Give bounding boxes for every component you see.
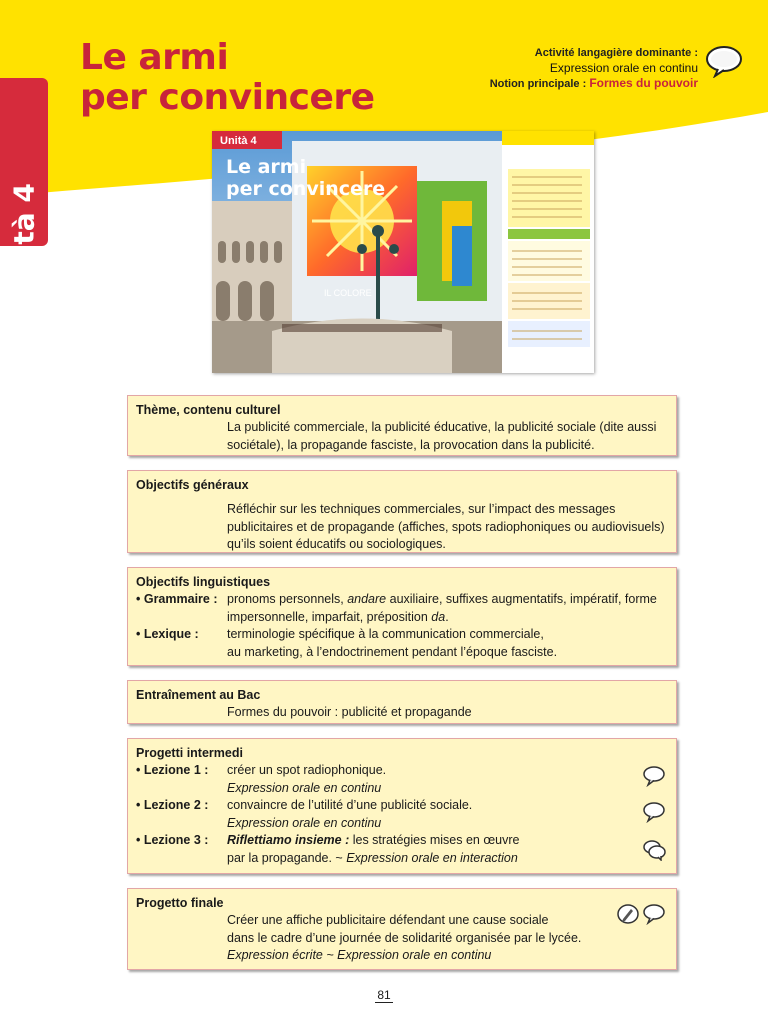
title-line-2: per convincere	[80, 77, 375, 118]
progetti-title: Progetti intermedi	[136, 746, 243, 760]
page-title	[80, 38, 375, 118]
speech-bubble-icon	[642, 903, 666, 925]
finale-box	[127, 888, 677, 970]
poster-text: IL COLORE	[324, 288, 372, 298]
objectifs-linguistiques-box	[127, 567, 677, 666]
finale-title: Progetto finale	[136, 896, 224, 910]
speech-bubble-icon	[642, 801, 666, 823]
activity-block	[490, 46, 698, 92]
objectifs-generaux-title: Objectifs généraux	[136, 478, 249, 492]
notion-label: Notion principale :	[489, 78, 587, 90]
bac-title: Entraînement au Bac	[136, 688, 261, 702]
grammaire-row	[136, 591, 668, 626]
list-item: • Lezione 2 : convaincre de l’utilité d’une publicité sociale. Expression orale en continu	[136, 798, 473, 830]
lexique-row	[136, 626, 668, 661]
bac-box	[127, 680, 677, 724]
grammaire-text: pronoms personnels, andare auxiliaire, suffixes augmentatifs, impératif, forme impersonnelle, imparfait, préposition da.	[227, 592, 657, 624]
lexique-text: terminologie spécifique à la communication commerciale, au marketing, à l’endoctrinement pendant l’époque fasciste.	[227, 627, 558, 659]
objectifs-generaux-box	[127, 470, 677, 553]
pencil-icon	[616, 903, 640, 925]
list-item: • Lezione 1 : créer un spot radiophonique. Expression orale en continu	[136, 763, 387, 795]
finale-mode: Expression écrite ~ Expression orale en continu	[227, 948, 492, 962]
themes-title: Thème, contenu culturel	[136, 403, 281, 417]
objectifs-generaux-text: Réfléchir sur les techniques commerciales, sur l’impact des messages publicitaires et de propagande (affiches, spots radiophoniques ou audiovisuels) qu’ils soient éducatifs ou sociologiques.	[227, 502, 665, 551]
title-line-1: Le armi	[80, 37, 229, 78]
unit-tab-label: Unità 4	[7, 183, 41, 297]
themes-text: La publicité commerciale, la publicité éducative, la publicité sociale (dite aussi sociétale), la propagande fasciste, la provocation dans la publicité.	[227, 420, 657, 452]
notion-value: Formes du pouvoir	[589, 76, 698, 90]
list-item: • Lezione 3 : Riflettiamo insieme : les stratégies mises en œuvre par la propagande. ~ Expression orale en interaction	[136, 833, 520, 865]
page-number: 81	[377, 988, 391, 1002]
grammaire-label: • Grammaire :	[136, 592, 218, 606]
objectifs-linguistiques-title: Objectifs linguistiques	[136, 575, 271, 589]
dialogue-bubbles-icon	[642, 839, 666, 861]
activity-label: Activité langagière dominante :	[534, 47, 698, 59]
themes-box	[127, 395, 677, 456]
finale-line-1: Créer une affiche publicitaire défendant une cause sociale	[227, 913, 549, 927]
bac-text: Formes du pouvoir : publicité et propagande	[227, 705, 472, 719]
thumbnail-title-1: Le armi	[226, 156, 307, 178]
thumbnail-unit: Unità 4	[220, 135, 257, 147]
unit-tab	[0, 78, 48, 297]
finale-line-2: dans le cadre d’une journée de solidarité organisée par le lycée.	[227, 930, 582, 945]
speech-bubble-icon	[642, 765, 666, 787]
activity-value: Expression orale en continu	[549, 61, 698, 75]
speech-bubble-icon	[704, 44, 744, 78]
lexique-label: • Lexique :	[136, 627, 199, 641]
unit-opener-thumbnail	[212, 131, 594, 373]
progetti-box	[127, 738, 677, 874]
thumbnail-title-2: per convincere	[226, 178, 386, 200]
venice-photo	[212, 131, 594, 373]
